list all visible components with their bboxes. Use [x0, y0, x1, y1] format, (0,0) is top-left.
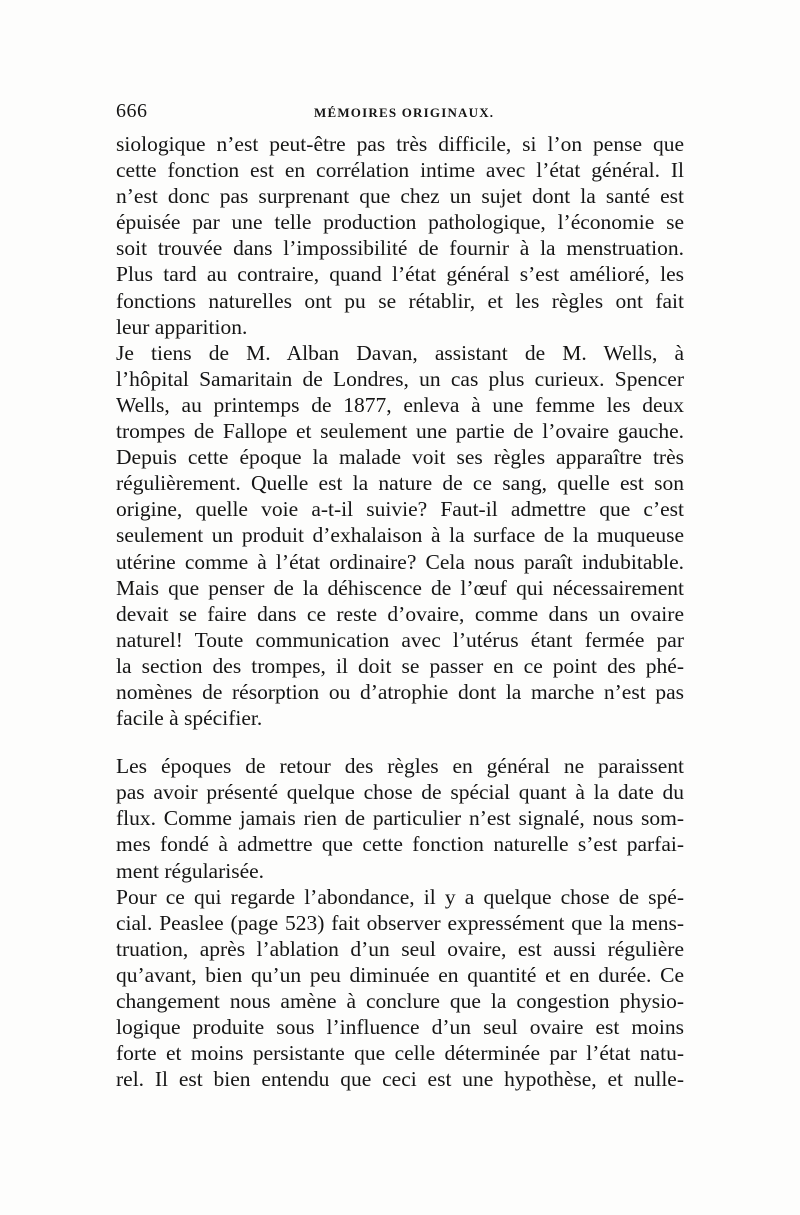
page-header [116, 100, 684, 128]
text-line: mes fondé à admettre que cette fonction naturelle s’est parfai- [116, 832, 684, 857]
text-line: truation, après l’ablation d’un seul ovaire, est aussi régulière [116, 936, 684, 961]
text-line: logique produite sous l’influence d’un seul ovaire est moins [116, 1015, 684, 1040]
text-line: Je tiens de M. Alban Davan, assistant de M. Wells, à [116, 340, 684, 365]
text-line: cette fonction est en corrélation intime avec l’état général. Il [116, 158, 684, 183]
text-line: la section des trompes, il doit se passer en ce point des phé- [116, 653, 684, 678]
running-head: MÉMOIRES ORIGINAUX. [314, 105, 495, 120]
paragraph-4 [116, 884, 684, 1093]
text-line: fonctions naturelles ont pu se rétablir, et les règles ont fait [116, 288, 684, 313]
text-line: flux. Comme jamais rien de particulier n’est signalé, nous som- [116, 806, 684, 831]
text-line: Wells, au printemps de 1877, enleva à une femme les deux [116, 392, 684, 417]
paragraph-1 [116, 131, 684, 340]
text-line: pas avoir présenté quelque chose de spécial quant à la date du [116, 780, 684, 805]
text-line: Depuis cette époque la malade voit ses règles apparaître très [116, 445, 684, 470]
paragraph-3 [116, 753, 684, 883]
text-line: forte et moins persistante que celle déterminée par l’état natu- [116, 1041, 684, 1066]
paragraph-gap [116, 731, 684, 753]
text-line: changement nous amène à conclure que la congestion physio- [116, 989, 684, 1013]
text-line: soit trouvée dans l’impossibilité de fournir à la menstruation. [116, 236, 684, 261]
text-line: n’est donc pas surprenant que chez un sujet dont la santé est [116, 184, 684, 209]
text-line: devait se faire dans ce reste d’ovaire, comme dans un ovaire [116, 601, 684, 626]
text-line: rel. Il est bien entendu que ceci est une hypothèse, et nulle- [116, 1067, 684, 1092]
text-line: régulièrement. Quelle est la nature de ce sang, quelle est son [116, 471, 684, 496]
body-text [116, 131, 684, 1092]
text-line: Pour ce qui regarde l’abondance, il y a quelque chose de spé- [116, 884, 684, 909]
text-line: l’hôpital Samaritain de Londres, un cas plus curieux. Spencer [116, 366, 684, 391]
text-line: Les époques de retour des règles en général ne paraissent [116, 754, 684, 779]
text-line: Mais que penser de la déhiscence de l’œuf qui nécessairement [116, 575, 684, 600]
text-line: cial. Peaslee (page 523) fait observer expressément que la mens- [116, 910, 684, 935]
text-line: qu’avant, bien qu’un peu diminuée en quantité et en durée. Ce [116, 962, 684, 987]
text-line: leur apparition. [116, 314, 248, 339]
text-line: épuisée par une telle production pathologique, l’économie se [116, 210, 684, 235]
text-line: origine, quelle voie a-t-il suivie? Faut-il admettre que c’est [116, 497, 684, 522]
text-line: facile à spécifier. [116, 706, 263, 731]
text-line: trompes de Fallope et seulement une partie de l’ovaire gauche. [116, 419, 684, 444]
text-line: Plus tard au contraire, quand l’état général s’est amélioré, les [116, 262, 684, 287]
text-line: seulement un produit d’exhalaison à la surface de la muqueuse [116, 523, 684, 548]
text-line: utérine comme à l’état ordinaire? Cela nous paraît indubitable. [116, 549, 684, 574]
text-line: nomènes de résorption ou d’atrophie dont la marche n’est pas [116, 679, 684, 704]
text-line: siologique n’est peut-être pas très difficile, si l’on pense que [116, 132, 684, 156]
paragraph-2 [116, 340, 684, 731]
text-line: naturel! Toute communication avec l’utérus étant fermée par [116, 627, 684, 652]
text-line: ment régularisée. [116, 858, 265, 883]
page-number: 666 [116, 100, 148, 122]
